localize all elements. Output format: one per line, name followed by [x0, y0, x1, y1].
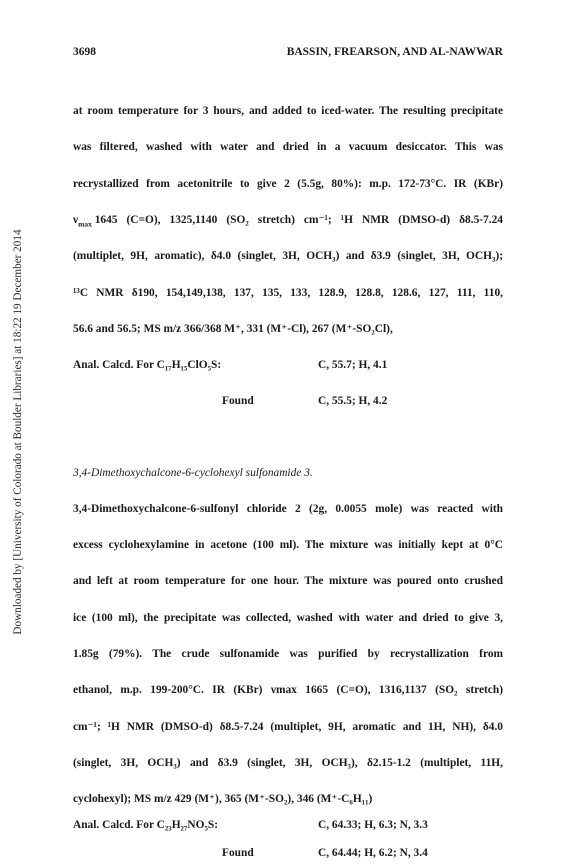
- anal2-found-values: C, 64.44; H, 6.2; N, 3.4: [318, 847, 428, 859]
- sec2-line1: 3,4-Dimethoxychalcone-6-sulfonyl chloride 2 (2g, 0.0055 mole) was reacted with: [73, 503, 503, 515]
- para1-line5: (multiplet, 9H, aromatic), δ4.0 (singlet, 3H, OCH₃) and δ3.9 (singlet, 3H, OCH₃);: [73, 250, 503, 262]
- para1-line6: ¹³C NMR δ190, 154,149,138, 137, 135, 133, 128.9, 128.8, 128.6, 127, 111, 110,: [73, 287, 503, 299]
- download-watermark: [0, 0, 30, 864]
- anal2-found-label: Found: [222, 847, 254, 859]
- anal2-calcd-label: Anal. Calcd. For C₂₃H₂₇NO₅S:: [73, 819, 219, 831]
- para1-line4-text: 1645 (C=O), 1325,1140 (SO₂ stretch) cm⁻¹; ¹H NMR (DMSO-d) δ8.5-7.24: [94, 214, 503, 226]
- nu-max-symbol: $\nu_{max}$: [73, 214, 92, 229]
- anal1-found-values: C, 55.5; H, 4.2: [318, 395, 388, 407]
- anal1-found-label: Found: [222, 395, 254, 407]
- download-watermark-text: Downloaded by [University of Colorado at Boulder Libraries] at 18:22 19 December 2014: [12, 229, 24, 635]
- sec2-line8: (singlet, 3H, OCH₃) and δ3.9 (singlet, 3H, OCH₃), δ2.15-1.2 (multiplet, 11H,: [73, 757, 503, 769]
- anal1-calcd-values: C, 55.7; H, 4.1: [318, 359, 388, 371]
- sec2-line2: excess cyclohexylamine in acetone (100 ml). The mixture was initially kept at 0°C: [73, 539, 503, 551]
- sec2-line3: and left at room temperature for one hour. The mixture was poured onto crushed: [73, 575, 503, 587]
- sec2-line6: ethanol, m.p. 199-200°C. IR (KBr) νmax 1665 (C=O), 1316,1137 (SO₂ stretch): [73, 684, 503, 696]
- para1-line2: was filtered, washed with water and dried in a vacuum desiccator. This was: [73, 141, 503, 153]
- sec2-line4: ice (100 ml), the precipitate was collected, washed with water and dried to give 3,: [73, 612, 503, 624]
- section-heading: 3,4-Dimethoxychalcone-6-cyclohexyl sulfonamide 3.: [73, 467, 313, 479]
- para1-line4: [73, 213, 503, 227]
- page-number: 3698: [73, 46, 96, 58]
- sec2-line7: cm⁻¹; ¹H NMR (DMSO-d) δ8.5-7.24 (multiplet, 9H, aromatic and 1H, NH), δ4.0: [73, 721, 503, 733]
- sec2-line9: cyclohexyl); MS m/z 429 (M⁺), 365 (M⁺-SO₂), 346 (M⁺-C₆H₁₁): [73, 793, 373, 805]
- anal2-calcd-values: C, 64.33; H, 6.3; N, 3.3: [318, 819, 428, 831]
- anal1-calcd-label: Anal. Calcd. For C₁₇H₁₅ClO₅S:: [73, 359, 222, 371]
- running-head: BASSIN, FREARSON, AND AL-NAWWAR: [286, 46, 503, 58]
- para1-line3: recrystallized from acetonitrile to give 2 (5.5g, 80%): m.p. 172-73°C. IR (KBr): [73, 178, 503, 190]
- anal1-calcd-row: [73, 358, 503, 372]
- para1-line1: at room temperature for 3 hours, and added to iced-water. The resulting precipitate: [73, 105, 503, 117]
- sec2-line5: 1.85g (79%). The crude sulfonamide was purified by recrystallization from: [73, 648, 503, 660]
- anal2-calcd-row: [73, 818, 503, 832]
- para1-line7: 56.6 and 56.5; MS m/z 366/368 M⁺, 331 (M⁺-Cl), 267 (M⁺-SO₂Cl),: [73, 323, 393, 335]
